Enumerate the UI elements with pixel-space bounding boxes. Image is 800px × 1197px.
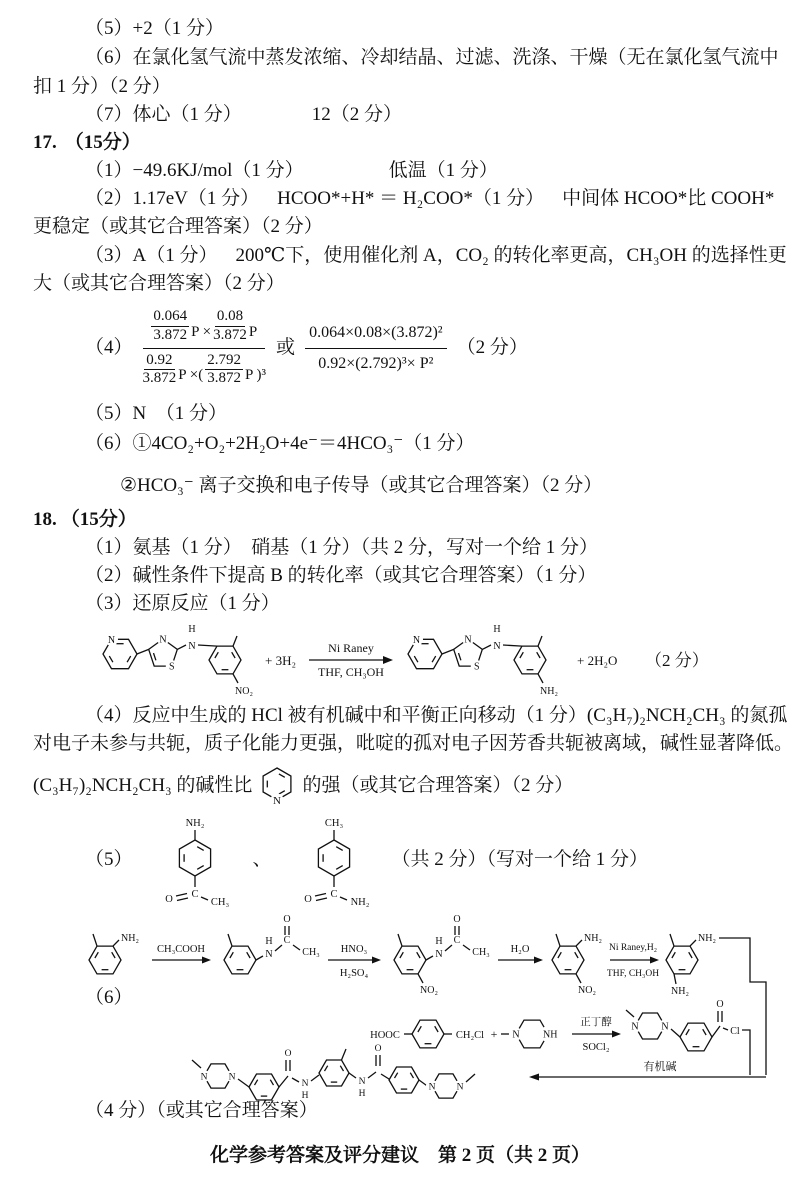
svg-text:N: N — [301, 1079, 309, 1089]
q17-item3-line2: 大（或其它合理答案）（2 分） — [33, 273, 285, 294]
step4-reagent-bottom: THF, CH₃OH — [606, 969, 660, 979]
thiazole-ring-product — [454, 633, 483, 673]
step2-reagent-bottom: H₂SO₄ — [339, 968, 369, 979]
hydrogenation-reaction-scheme — [85, 612, 735, 704]
svg-text:HOOC: HOOC — [370, 1030, 400, 1041]
svg-text:N: N — [412, 635, 421, 646]
svg-text:NO₂: NO₂ — [578, 985, 596, 996]
connector-from-diamine — [719, 938, 766, 1075]
svg-text:N: N — [159, 634, 167, 646]
q17-item3-line1 — [85, 243, 787, 269]
q18-item1: （1）氨基（1 分） 硝基（1 分）（共 2 分，写对一个给 1 分） — [85, 537, 599, 558]
q18-item5-row — [85, 812, 648, 908]
q17-item2-c: 中间体 HCOO*比 COOH* — [562, 188, 775, 209]
methyl-nitroaniline — [552, 933, 602, 996]
q17-heading — [33, 130, 141, 156]
step5-reagent-top: 正丁醇 — [580, 1017, 612, 1028]
svg-text:O: O — [284, 1049, 292, 1059]
svg-text:N: N — [358, 1077, 366, 1087]
q17-item2-b: HCOO*+H* ＝ H₂COO*（1 分） — [277, 188, 545, 209]
svg-text:NH₂: NH₂ — [350, 897, 369, 908]
svg-text:O: O — [374, 1044, 382, 1054]
step1-reagent: CH₃COOH — [157, 944, 205, 955]
svg-text:NH₂: NH₂ — [121, 933, 139, 944]
kp-expression-fraction: 0.064 3.872 P × $\frac{0.08}{3.872}$ P 0.92 3.872 P ×( 2.792 3.872 P )³ — [142, 308, 267, 387]
q17-item3-b: 200℃下，使用催化剂 A，CO₂ 的转化率更高，CH₃OH 的选择性更 — [235, 245, 787, 266]
svg-text:C: C — [453, 935, 461, 946]
q16-item7-a: （7）体心（1 分） — [85, 104, 242, 125]
pyridyl-ring — [103, 633, 137, 669]
q16-item6-line2: 扣 1 分）（2 分） — [33, 76, 171, 97]
q16-item5: （5）+2（1 分） — [85, 18, 224, 39]
amine-H: H — [188, 624, 196, 635]
frac-092: 0.92 3.872 — [142, 351, 177, 387]
q17-item4-label: （4） — [85, 337, 133, 358]
q18-item4-line2: 对电子未参与共轭，质子化能力更强，吡啶的孤对电子因芳香共轭被离域，碱性显著降低。 — [33, 733, 794, 754]
svg-text:N: N — [512, 1029, 520, 1041]
q17-item6-b: ②HCO₃⁻ 离子交换和电子传导（或其它合理答案）（2 分） — [120, 475, 603, 496]
svg-text:CH₃: CH₃ — [210, 897, 229, 908]
q17-item1-b: 低温（1 分） — [388, 160, 498, 181]
q18-item4-compare-a: (C₃H₇)₂NCH₂CH₃ 的碱性比 — [33, 775, 253, 796]
q17-item6-eq: （6）①4CO₂+O₂+2H₂O+4e⁻＝4HCO₃⁻（1 分） — [85, 433, 475, 454]
step4-reagent-top: Ni Raney,H₂ — [608, 943, 658, 953]
svg-text:H: H — [301, 1091, 309, 1101]
pyridyl-ring-product — [408, 633, 442, 669]
svg-text:CH₃: CH₃ — [324, 818, 343, 829]
q16-item7-b: 12（2 分） — [311, 104, 403, 125]
svg-text:H: H — [493, 624, 501, 635]
svg-text:N: N — [464, 634, 472, 646]
svg-text:O: O — [716, 999, 724, 1010]
q18-item5-label: （5） — [85, 849, 133, 870]
svg-text:N: N — [428, 1082, 436, 1093]
page-footer: 化学参考答案及评分建议 第 2 页（共 2 页） — [209, 1145, 590, 1166]
q17-item2-line2: 更稳定（或其它合理答案）（2 分） — [33, 216, 323, 237]
toluene-diamine — [666, 933, 716, 997]
svg-text:N: N — [661, 1021, 669, 1033]
or-text: 或 — [276, 337, 296, 358]
methylpiperazine-ring — [629, 1013, 672, 1039]
q18-points: （15分） — [60, 509, 137, 530]
q18-item3: （3）还原反应（1 分） — [85, 593, 280, 614]
svg-text:NO₂: NO₂ — [235, 686, 253, 697]
q18-item5-separator: 、 — [252, 849, 272, 870]
svg-text:NH₂: NH₂ — [698, 933, 716, 944]
q18-item5-note: （共 2 分）（写对一个给 1 分） — [391, 849, 649, 870]
svg-text:N: N — [273, 795, 282, 807]
q18-item6-score: （4 分）（或其它合理答案） — [85, 1100, 318, 1121]
step5-reagent-bottom: SOCl₂ — [582, 1042, 610, 1053]
q17-item2-a: （2）1.17eV（1 分） — [85, 188, 260, 209]
svg-text:+: + — [490, 1027, 498, 1041]
q17-points: （15分） — [64, 132, 141, 153]
svg-text:NH₂: NH₂ — [671, 986, 689, 997]
plus-2h2o: + 2H₂O — [577, 653, 618, 668]
svg-text:N: N — [265, 949, 273, 960]
svg-text:N: N — [228, 1072, 236, 1083]
step3-reagent: H₂O — [510, 944, 530, 955]
kp-expression-simplified: 0.064×0.08×(3.872)² 0.92×(2.792)³× P² — [305, 320, 447, 377]
q18-item2: （2）碱性条件下提高 B 的转化率（或其它合理答案）（1 分） — [85, 565, 597, 586]
methylbenzamide-structure — [286, 812, 378, 908]
final-product — [192, 1044, 475, 1101]
solvent-label: THF, CH₃OH — [318, 665, 384, 679]
q18-heading — [33, 507, 137, 533]
svg-text:O: O — [303, 894, 312, 905]
nitro-acetanilide — [394, 934, 438, 996]
q18-item4-line3 — [33, 758, 573, 814]
q17-number: 17. — [33, 132, 57, 153]
svg-text:O: O — [453, 914, 461, 925]
pyridine-structure — [256, 759, 298, 813]
svg-text:N: N — [107, 635, 116, 646]
nitro-toluene-ring — [209, 636, 253, 697]
svg-text:H: H — [435, 936, 443, 947]
synthesis-scheme — [60, 898, 800, 1103]
q17-item4-score: （2 分） — [456, 337, 528, 358]
svg-text:S: S — [474, 661, 480, 673]
svg-text:CH₃: CH₃ — [302, 947, 320, 958]
q17-item1 — [85, 158, 498, 184]
plus-3h2: + 3H₂ — [265, 653, 297, 668]
svg-text:CH₂Cl: CH₂Cl — [455, 1030, 485, 1041]
svg-text:O: O — [164, 894, 173, 905]
organic-base-label: 有机碱 — [643, 1061, 677, 1073]
svg-text:NH₂: NH₂ — [185, 818, 204, 829]
methyl-acetanilide — [224, 934, 256, 974]
svg-text:N: N — [493, 641, 501, 652]
q17-item1-a: （1）−49.6KJ/mol（1 分） — [85, 160, 304, 181]
catalyst-label: Ni Raney — [328, 641, 374, 655]
q17-item5: （5）N （1 分） — [85, 403, 227, 424]
frac-0064: 0.064 3.872 — [153, 308, 188, 343]
svg-text:O: O — [283, 914, 291, 925]
amine-N: N — [188, 641, 196, 652]
q18-number: 18. — [33, 509, 57, 530]
svg-text:N: N — [456, 1082, 464, 1093]
svg-text:N: N — [200, 1072, 208, 1083]
amino-toluene-ring — [514, 636, 558, 697]
q18-item4-compare-b: 的强（或其它合理答案）（2 分） — [302, 775, 574, 796]
q16-item6-line1: （6）在氯化氢气流中蒸发浓缩、冷却结晶、过滤、洗涤、干燥（无在氯化氢气流中 — [85, 47, 779, 68]
svg-text:C: C — [191, 889, 199, 900]
svg-text:Cl: Cl — [730, 1026, 740, 1037]
svg-text:NH₂: NH₂ — [584, 933, 602, 944]
connector-from-acyl-chloride — [742, 1030, 750, 1075]
svg-text:NH₂: NH₂ — [540, 686, 558, 697]
thiazole-ring — [149, 633, 178, 673]
q17-item4-formula — [85, 302, 528, 394]
piperazine-ring — [510, 1020, 558, 1048]
svg-text:H: H — [358, 1089, 366, 1099]
benzoyl-chloride-ring — [680, 1023, 712, 1051]
q17-item2-line1 — [85, 186, 774, 212]
svg-text:S: S — [169, 661, 175, 673]
q18-item4-line1: （4）反应中生成的 HCl 被有机碱中和平衡正向移动（1 分）(C₃H₇)₂NCH₂CH₃ 的氮孤 — [85, 705, 788, 726]
svg-text:C: C — [283, 935, 291, 946]
svg-text:C: C — [330, 889, 338, 900]
o-toluidine — [89, 933, 139, 974]
q16-item7 — [85, 102, 402, 128]
step2-reagent-top: HNO₃ — [340, 944, 368, 955]
svg-text:H: H — [265, 936, 273, 947]
q18-item6-label: （6） — [85, 987, 133, 1008]
svg-text:N: N — [631, 1021, 639, 1033]
svg-text:N: N — [435, 949, 443, 960]
svg-text:CH₃: CH₃ — [472, 947, 490, 958]
rxn1-score: （2 分） — [645, 651, 709, 670]
svg-text:NO₂: NO₂ — [420, 985, 438, 996]
chloromethyl-benzoic-acid-ring — [412, 1020, 444, 1048]
aminoacetophenone-structure — [147, 812, 239, 908]
frac-2792: 2.792 3.872 — [207, 351, 242, 387]
q17-item3-a: （3）A（1 分） — [85, 245, 218, 266]
frac-008: $\frac{0.08}{3.872}$ — [213, 308, 247, 343]
svg-text:NH: NH — [543, 1029, 558, 1041]
